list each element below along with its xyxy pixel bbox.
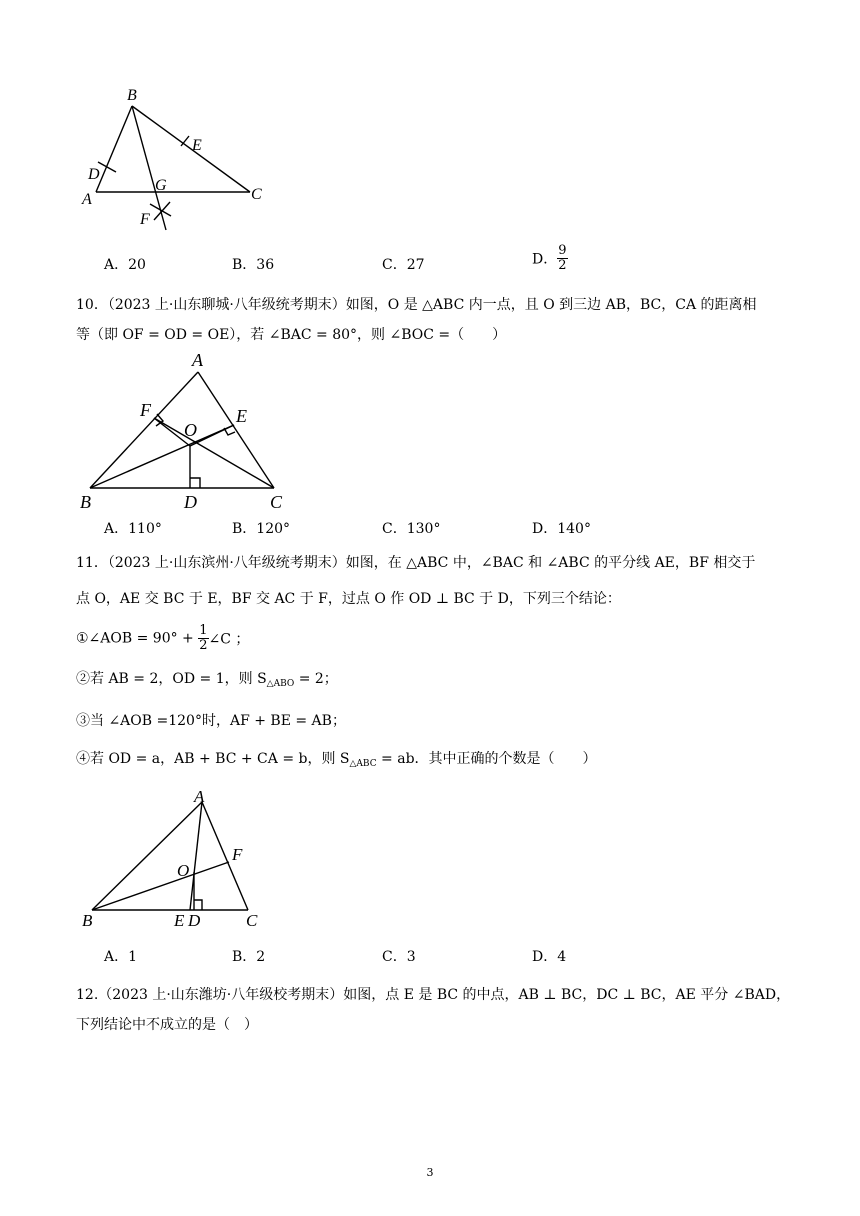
q11-label-d: D	[188, 911, 201, 930]
conclusion-text: ∠C ；	[208, 631, 250, 648]
q10-stem	[76, 290, 796, 350]
q11-choice-b[interactable]	[232, 946, 265, 966]
page-number: 3	[426, 1166, 434, 1179]
q12-line-1: 12.（2023 上·山东潍坊·八年级校考期末）如图，点 E 是 BC 的中点，AB ⊥ BC，DC ⊥ BC，AE 平分 ∠BAD，	[76, 987, 791, 1003]
q11-choice-d[interactable]	[532, 946, 566, 966]
q9-label-d: D	[88, 166, 100, 183]
q11-side-ab	[92, 802, 202, 910]
q9-choices	[104, 243, 804, 276]
q9-side-ab	[96, 106, 132, 192]
choice-text: 130°	[406, 521, 441, 537]
q11-label-c: C	[246, 911, 258, 930]
q11-figure-svg	[76, 782, 276, 934]
q11-figure	[76, 782, 276, 934]
choice-text: 3	[406, 949, 416, 965]
fraction-numerator: 9	[558, 243, 567, 258]
choice-letter: D．	[532, 949, 558, 965]
fraction-denominator: 2	[558, 258, 567, 273]
q9-label-g: G	[155, 177, 167, 194]
q11-conclusion-3	[76, 710, 346, 730]
choice-letter: A．	[104, 949, 129, 965]
q10-right-angle-d	[190, 478, 200, 488]
q11-fraction	[198, 624, 208, 653]
choice-letter: B．	[232, 949, 257, 965]
q10-label-a: A	[192, 350, 203, 370]
choice-letter: D．	[532, 521, 558, 537]
q11-stem	[76, 548, 796, 614]
q10-label-f: F	[140, 400, 151, 420]
q11-choices	[104, 946, 804, 968]
q10-label-o: O	[184, 420, 197, 440]
choice-letter: A．	[104, 257, 129, 273]
q10-line-1: 10．（2023 上·山东聊城·八年级统考期末）如图，O 是 △ABC 内一点，且 O 到三边 AB，BC，CA 的距离相	[76, 297, 757, 313]
q10-line-be	[90, 425, 234, 488]
q10-line-cf	[154, 418, 274, 488]
q11-label-f: F	[232, 845, 243, 864]
q11-choice-c[interactable]	[382, 946, 416, 966]
q10-choice-b[interactable]	[232, 518, 290, 538]
q11-label-b: B	[82, 911, 93, 930]
q10-label-b: B	[80, 492, 91, 512]
q11-line-1: 11．（2023 上·山东滨州·八年级统考期末）如图，在 △ABC 中，∠BAC 和 ∠ABC 的平分线 AE，BF 相交于	[76, 555, 756, 571]
choice-letter: C．	[382, 521, 407, 537]
q10-choices	[104, 518, 804, 540]
choice-letter: C．	[382, 949, 407, 965]
q9-label-e: E	[192, 137, 202, 154]
q9-side-bc	[132, 106, 250, 192]
q9-choice-b[interactable]	[232, 254, 274, 274]
q11-label-e: E	[174, 911, 185, 930]
choice-text: 2	[256, 949, 266, 965]
q10-choice-d[interactable]	[532, 518, 591, 538]
q10-choice-c[interactable]	[382, 518, 440, 538]
q10-figure-svg	[76, 350, 296, 512]
choice-text: 4	[557, 949, 567, 965]
q9-label-f: F	[140, 211, 150, 228]
q9-arc-mark-d	[98, 162, 116, 172]
choice-text: 120°	[256, 521, 291, 537]
conclusion-text: ④若 OD = a，AB + BC + CA = b，则 S	[76, 751, 350, 767]
subscript: △ABC	[349, 759, 377, 769]
q9-fraction	[557, 244, 567, 273]
choice-letter: B．	[232, 257, 257, 273]
q9-label-c: C	[251, 186, 262, 203]
q11-label-o: O	[177, 861, 190, 880]
q11-line-2: 点 O，AE 交 BC 于 E，BF 交 AC 于 F，过点 O 作 OD ⊥ BC 于 D，下列三个结论：	[76, 591, 621, 607]
q11-conclusion-4	[76, 748, 597, 769]
q9-arc-mark-f1	[150, 204, 171, 216]
q10-label-c: C	[270, 492, 283, 512]
q10-line-2: 等（即 OF = OD = OE），若 ∠BAC = 80°，则 ∠BOC =（ ）	[76, 327, 507, 343]
conclusion-text: = 2；	[294, 671, 338, 687]
q10-label-d: D	[184, 492, 197, 512]
choice-letter: C．	[382, 257, 407, 273]
choice-text: 36	[256, 257, 275, 273]
q9-figure-svg	[76, 84, 276, 236]
choice-text: 1	[128, 949, 138, 965]
q11-line-bf	[92, 862, 229, 910]
q9-label-b: B	[127, 87, 137, 104]
conclusion-text: ①∠AOB = 90° +	[76, 630, 199, 647]
choice-text: 140°	[557, 521, 591, 537]
q9-label-a: A	[82, 191, 92, 208]
choice-letter: A．	[104, 521, 129, 537]
q10-figure	[76, 350, 296, 512]
q9-choice-d[interactable]	[532, 244, 568, 273]
q9-figure	[76, 84, 276, 236]
choice-text: 20	[128, 257, 146, 273]
q10-side-ab	[90, 372, 198, 488]
q12-stem	[76, 980, 796, 1040]
fraction-denominator: 2	[199, 638, 208, 653]
q11-label-a: A	[194, 787, 205, 806]
conclusion-text: = ab．其中正确的个数是（ ）	[376, 751, 597, 767]
choice-letter: B．	[232, 521, 257, 537]
fraction-numerator: 1	[199, 623, 208, 638]
q10-label-e: E	[236, 406, 247, 426]
conclusion-text: ②若 AB = 2，OD = 1，则 S	[76, 671, 267, 687]
subscript: △ABO	[266, 679, 295, 689]
choice-text: 27	[406, 257, 425, 273]
q11-right-angle-d	[194, 900, 202, 910]
q10-side-ac	[198, 372, 274, 488]
q11-conclusion-2	[76, 668, 338, 689]
choice-letter: D．	[532, 251, 558, 268]
q10-choice-a[interactable]	[104, 518, 162, 538]
choice-text: 110°	[128, 521, 162, 537]
q11-choice-a[interactable]	[104, 946, 137, 966]
q9-choice-c[interactable]	[382, 254, 425, 274]
conclusion-text: ③当 ∠AOB =120°时，AF + BE = AB；	[76, 713, 346, 729]
q11-conclusion-1	[76, 624, 249, 653]
q9-choice-a[interactable]	[104, 254, 146, 274]
q12-line-2: 下列结论中不成立的是（ ）	[76, 1017, 258, 1033]
q11-line-ae	[190, 802, 202, 910]
